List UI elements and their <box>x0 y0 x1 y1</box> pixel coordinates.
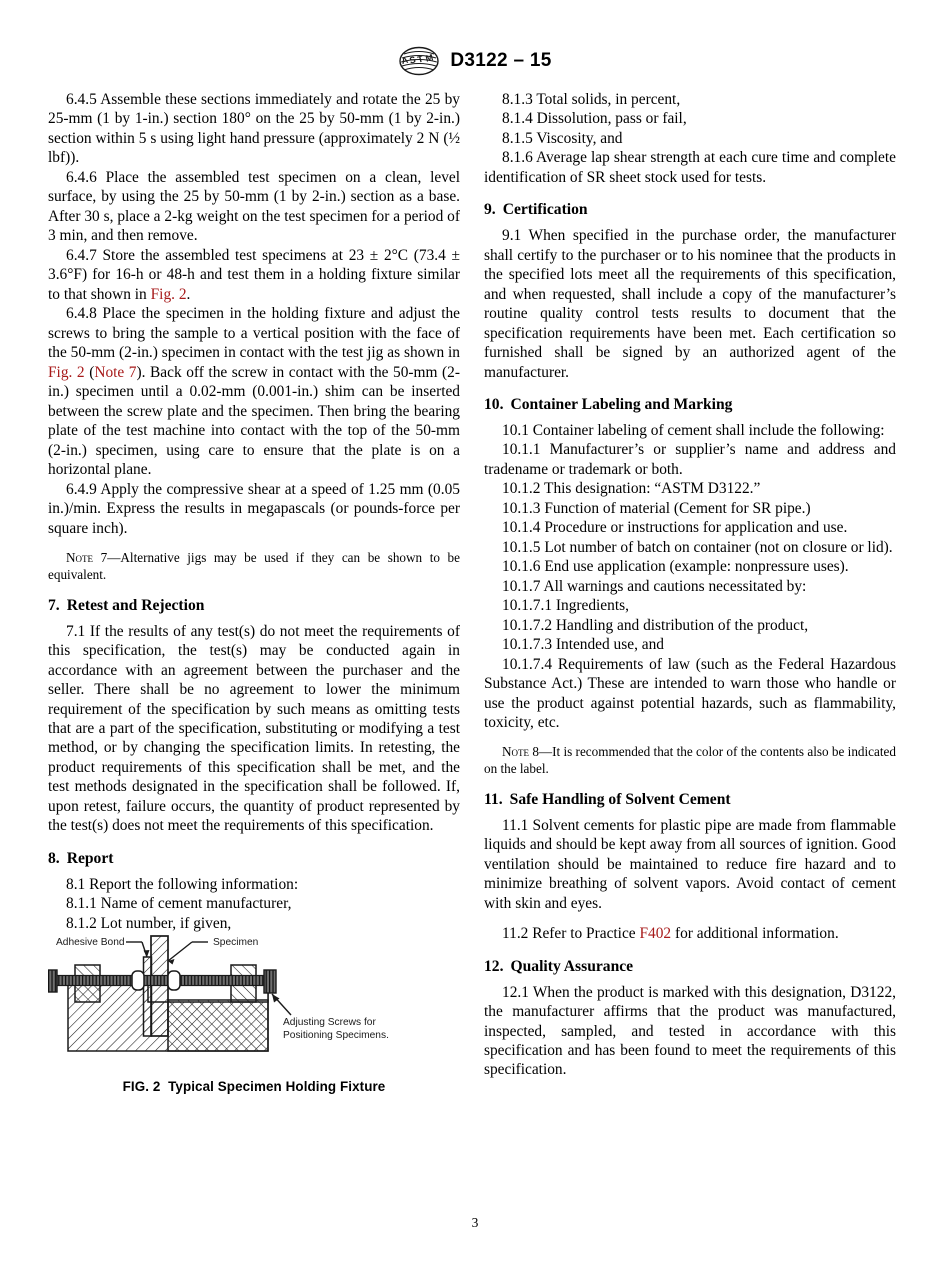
figure-2-caption <box>48 1079 460 1094</box>
note-8-body: 8—It is recommended that the color of the contents also be indicated on the label. <box>484 744 896 776</box>
paragraph-10-1-2: 10.1.2 This designation: “ASTM D3122.” <box>502 480 761 498</box>
leader-adhesive-bond <box>126 942 150 957</box>
section-8-number: 8. <box>48 849 60 867</box>
paragraph-11-2-text: 11.2 Refer to Practice <box>502 925 640 943</box>
link-fig-2-second[interactable]: Fig. 2 <box>48 363 85 381</box>
paragraph-8-1-5: 8.1.5 Viscosity, and <box>502 129 623 147</box>
paragraph-8-1-1: 8.1.1 Name of cement manufacturer, <box>66 895 292 913</box>
right-column <box>484 90 896 1080</box>
paragraph-10-1-4: 10.1.4 Procedure or instructions for application and use. <box>502 519 848 537</box>
paragraph-12-1: 12.1 When the product is marked with this designation, D3122, the manufacturer affirms that the product was manufactured, inspected, sampled, and tested in accordance with this specification and has been found to meet the requirements of this specification. <box>484 983 896 1079</box>
paragraph-6-4-7 <box>48 246 460 304</box>
section-8-title: Report <box>66 849 114 867</box>
section-11-number: 11. <box>484 791 503 809</box>
svg-text:M: M <box>424 52 435 64</box>
paragraph-6-4-8-mid: ( <box>84 363 95 381</box>
heading-section-10 <box>484 395 896 415</box>
section-10-title: Container Labeling and Marking <box>510 396 733 414</box>
label-adhesive-bond: Adhesive Bond <box>56 937 125 948</box>
left-adjusting-screw-head <box>48 970 57 992</box>
section-11-title: Safe Handling of Solvent Cement <box>509 791 731 809</box>
heading-section-8 <box>48 849 460 869</box>
section-7-number: 7. <box>48 596 60 614</box>
link-fig-2[interactable]: Fig. 2 <box>150 285 187 303</box>
paragraph-6-4-6: 6.4.6 Place the assembled test specimen on a clean, level surface, by using the 25 by 50-mm (1 by 2-in.) section as a base. After 30 s, place a 2-kg weight on the test specimen for a period of 3 min, and then remove. <box>48 168 460 245</box>
paragraph-10-1-7-2: 10.1.7.2 Handling and distribution of the product, <box>502 616 809 634</box>
section-10-number: 10. <box>484 396 504 414</box>
leader-adjusting-screws <box>272 994 291 1015</box>
note-8 <box>484 744 896 777</box>
paragraph-6-4-8-text: 6.4.8 Place the specimen in the holding fixture and adjust the screws to bring the sample to a vertical position with the face of the 50-mm (2-in.) specimen in contact with the test jig as shown in <box>48 305 460 362</box>
paragraph-10-1-6: 10.1.6 End use application (example: nonpressure uses). <box>502 558 849 576</box>
section-7-title: Retest and Rejection <box>66 596 205 614</box>
paragraph-10-1-7-3: 10.1.7.3 Intended use, and <box>502 636 664 654</box>
label-adjusting-screws-line1: Adjusting Screws for <box>283 1017 376 1028</box>
right-screw-plate <box>168 971 180 990</box>
link-f402[interactable]: F402 <box>639 925 672 943</box>
paragraph-10-1: 10.1 Container labeling of cement shall include the following: <box>502 421 885 439</box>
paragraph-8-1-2: 8.1.2 Lot number, if given, <box>66 914 232 932</box>
paragraph-6-4-9: 6.4.9 Apply the compressive shear at a speed of 1.25 mm (0.05 in.)/min. Express the results in megapascals (or pounds-force per square inch). <box>48 480 460 537</box>
paragraph-6-4-5: 6.4.5 Assemble these sections immediately and rotate the 25 by 25-mm (1 by 1-in.) section 180° on the 25 by 50-mm (1 by 2-in.) section within 5 s using light hand pressure (approximately 2 N (½ lbf)). <box>48 91 460 167</box>
note-7-label: Note <box>66 550 94 566</box>
paragraph-6-4-7-text: 6.4.7 Store the assembled test specimens at 23 ± 2°C (73.4 ± 3.6°F) for 16-h or 48-h and test them in a holding fixture similar to that shown in <box>48 246 460 303</box>
page-number: 3 <box>471 1215 479 1230</box>
section-12-title: Quality Assurance <box>510 957 634 975</box>
paragraph-11-2 <box>484 924 896 943</box>
section-9-number: 9. <box>484 201 496 219</box>
adhesive-bond-strip <box>144 957 152 1036</box>
label-specimen: Specimen <box>213 937 259 948</box>
paragraph-10-1-7-1: 10.1.7.1 Ingredients, <box>502 597 629 615</box>
paragraph-6-4-7-tail: . <box>186 285 191 303</box>
paragraph-9-1: 9.1 When specified in the purchase order, the manufacturer shall certify to the purchaser or to his nominee that the products in the specified lots meet all the requirements of this specification, and when requested, shall include a copy of the manufacturer’s routine quality control tests results to document that the specification requirements have been met. Each certification so furnished shall be signed by an authorized agent of the manufacturer. <box>484 227 896 381</box>
note-7-body: 7—Alternative jigs may be used if they can be shown to be equivalent. <box>48 550 460 582</box>
svg-text:S: S <box>408 54 418 66</box>
paragraph-7-1: 7.1 If the results of any test(s) do not meet the requirements of this specification, the test(s) may be conducted again in accordance with an agreement between the purchaser and the seller. There shall be no agreement to lower the minimum requirement of the specification by such means as omitting tests that are a part of the specification, substituting or modifying a test method, or by changing the specification limits. In retesting, the product requirements of this specification shall be met, and the test methods designated in the specification shall be followed. If, upon retest, failure occurs, the quantity of product represented by the test(s) does not meet the requirements of this specification. <box>48 622 460 835</box>
right-lower-block <box>168 1000 268 1051</box>
astm-logo <box>398 46 440 76</box>
heading-section-11 <box>484 790 896 810</box>
paragraph-10-1-5: 10.1.5 Lot number of batch on container (not on closure or lid). <box>502 538 893 556</box>
figure-2-caption-number: FIG. 2 <box>122 1079 161 1094</box>
svg-text:A: A <box>400 54 410 67</box>
link-note-7[interactable]: Note 7 <box>94 363 137 381</box>
paragraph-8-1-4: 8.1.4 Dissolution, pass or fail, <box>502 110 687 128</box>
figure-2-diagram <box>48 930 460 1070</box>
paragraph-6-4-8-tail: ). Back off the screw in contact with the 50-mm (2-in.) specimen until a 0.02-mm (0.001-in.) shim can be inserted between the screw plate and the specimen. Then bring the bearing plate of the test machine into contact with the top of the 50-mm (2-in.) specimen, using care to ensure that the plate is on a horizontal plane. <box>48 363 460 479</box>
svg-text:T: T <box>416 53 425 65</box>
left-screw-plate <box>132 971 144 990</box>
section-12-number: 12. <box>484 957 504 975</box>
paragraph-8-1: 8.1 Report the following information: <box>66 875 299 893</box>
heading-section-12 <box>484 957 896 977</box>
left-column <box>48 90 460 933</box>
label-adjusting-screws-line2: Positioning Specimens. <box>283 1030 389 1041</box>
figure-2 <box>48 930 460 1094</box>
document-designation: D3122 – 15 <box>450 50 552 71</box>
paragraph-8-1-6: 8.1.6 Average lap shear strength at each cure time and complete identification of SR sheet stock used for tests. <box>484 149 896 186</box>
paragraph-8-1-3: 8.1.3 Total solids, in percent, <box>502 91 681 108</box>
note-8-label: Note <box>502 744 530 760</box>
leader-specimen <box>168 942 208 965</box>
paragraph-10-1-7: 10.1.7 All warnings and cautions necessitated by: <box>502 577 807 595</box>
threaded-rod <box>48 976 273 986</box>
heading-section-9 <box>484 200 896 220</box>
paragraph-11-2-tail: for additional information. <box>671 925 839 943</box>
figure-2-caption-text: Typical Specimen Holding Fixture <box>168 1079 386 1094</box>
right-adjusting-screw-head <box>264 970 276 993</box>
paragraph-11-1: 11.1 Solvent cements for plastic pipe are made from flammable liquids and should be kept away from all sources of ignition. Good ventilation should be maintained to reduce fire hazard and to minimize breathing of solvent vapors. Avoid contact of cement with skin and eyes. <box>484 816 896 912</box>
paragraph-10-1-1: 10.1.1 Manufacturer’s or supplier’s name and address and tradename or trademark or both. <box>484 441 896 478</box>
heading-section-7 <box>48 596 460 616</box>
paragraph-10-1-3: 10.1.3 Function of material (Cement for SR pipe.) <box>502 499 811 517</box>
paragraph-10-1-7-4: 10.1.7.4 Requirements of law (such as the Federal Hazardous Substance Act.) These are intended to warn those who handle or use the product against potential hazards, such as flammability, toxicity, etc. <box>484 655 896 731</box>
paragraph-6-4-8 <box>48 304 460 479</box>
note-7 <box>48 550 460 583</box>
section-9-title: Certification <box>502 201 588 219</box>
page-header <box>0 46 950 76</box>
